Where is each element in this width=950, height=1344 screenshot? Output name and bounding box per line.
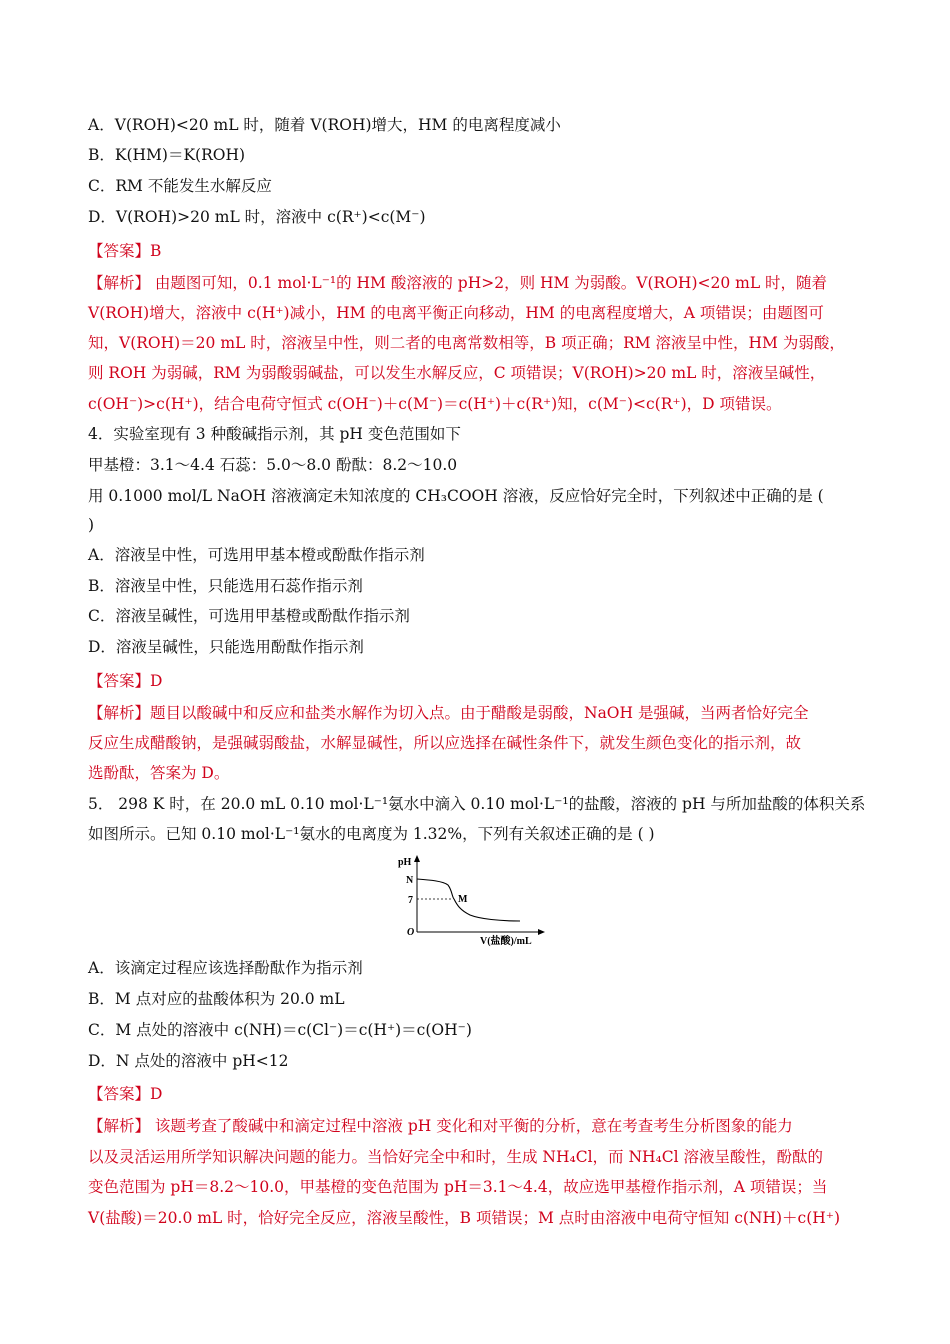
q3-answer: 【答案】B <box>88 242 162 260</box>
q3-analysis-line-5: c(OH⁻)>c(H⁺)，结合电荷守恒式 c(OH⁻)＋c(M⁻)＝c(H⁺)＋c(R⁺)知，c(M⁻)<c(R⁺)，D 项错误。 <box>88 395 782 413</box>
titration-curve-figure <box>370 852 560 952</box>
q5-analysis-line-3: 变色范围为 pH＝8.2～10.0，甲基橙的变色范围为 pH＝3.1～4.4，故应选甲基橙作指示剂，A 项错误；当 <box>88 1178 828 1196</box>
titration-curve <box>417 879 520 921</box>
q5-option-b: B．M 点对应的盐酸体积为 20.0 mL <box>88 990 345 1008</box>
q4-analysis-line-2: 反应生成醋酸钠，是强碱弱酸盐，水解显碱性，所以应选择在碱性条件下，就发生颜色变化的指示剂，故 <box>88 734 802 752</box>
q4-stem-2: 用 0.1000 mol/L NaOH 溶液滴定未知浓度的 CH₃COOH 溶液，反应恰好完全时，下列叙述中正确的是 ( <box>88 487 824 505</box>
q4-option-b: B．溶液呈中性，只能选用石蕊作指示剂 <box>88 577 363 595</box>
q3-analysis-line-2: V(ROH)增大，溶液中 c(H⁺)减小，HM 的电离平衡正向移动，HM 的电离程度增大，A 项错误；由题图可 <box>88 304 824 322</box>
q3-option-c: C．RM 不能发生水解反应 <box>88 177 272 195</box>
x-axis-label: V(盐酸)/mL <box>480 936 532 947</box>
q3-option-a: A．V(ROH)<20 mL 时，随着 V(ROH)增大，HM 的电离程度减小 <box>88 116 561 134</box>
q3-analysis-line-4: 则 ROH 为弱碱，RM 为弱酸弱碱盐，可以发生水解反应，C 项错误；V(ROH)>20 mL 时，溶液呈碱性， <box>88 364 826 382</box>
y-axis-label: pH <box>398 857 412 868</box>
q4-answer: 【答案】D <box>88 672 163 690</box>
q5-stem-line-1: 5． 298 K 时，在 20.0 mL 0.10 mol·L⁻¹氨水中滴入 0.10 mol·L⁻¹的盐酸，溶液的 pH 与所加盐酸的体积关系 <box>88 795 866 813</box>
q4-analysis-line-1: 【解析】题目以酸碱中和反应和盐类水解作为切入点。由于醋酸是弱酸，NaOH 是强碱，当两者恰好完全 <box>88 704 809 722</box>
q5-analysis-line-2: 以及灵活运用所学知识解决问题的能力。当恰好完全中和时，生成 NH₄Cl，而 NH₄Cl 溶液呈酸性，酚酞的 <box>88 1148 824 1166</box>
q5-option-a: A．该滴定过程应该选择酚酞作为指示剂 <box>88 959 363 977</box>
q4-stem-3: ) <box>88 516 95 534</box>
q4-analysis-line-3: 选酚酞，答案为 D。 <box>88 764 230 782</box>
tick-label-7: 7 <box>408 895 413 906</box>
q4-option-c: C．溶液呈碱性，可选用甲基橙或酚酞作指示剂 <box>88 607 410 625</box>
q5-stem-line-2: 如图所示。已知 0.10 mol·L⁻¹氨水的电离度为 1.32%，下列有关叙述正确的是 ( ) <box>88 825 655 843</box>
q4-option-a: A．溶液呈中性，可选用甲基本橙或酚酞作指示剂 <box>88 546 425 564</box>
y-axis-arrow <box>414 855 420 862</box>
q5-option-c: C．M 点处的溶液中 c(NH)＝c(Cl⁻)＝c(H⁺)＝c(OH⁻) <box>88 1021 472 1039</box>
q3-analysis-line-3: 知，V(ROH)＝20 mL 时，溶液呈中性，则二者的电离常数相等，B 项正确；RM 溶液呈中性，HM 为弱酸， <box>88 334 845 352</box>
q4-indicator-ranges: 甲基橙：3.1～4.4 石蕊：5.0～8.0 酚酞：8.2～10.0 <box>88 456 458 474</box>
x-axis-arrow <box>538 929 545 935</box>
point-M-label: M <box>458 894 468 905</box>
q5-analysis-line-4: V(盐酸)＝20.0 mL 时，恰好完全反应，溶液呈酸性，B 项错误；M 点时由溶液中电荷守恒知 c(NH)＋c(H⁺) <box>88 1209 841 1227</box>
q5-answer: 【答案】D <box>88 1085 163 1103</box>
origin-label: O <box>407 927 415 938</box>
q4-stem: 4．实验室现有 3 种酸碱指示剂，其 pH 变色范围如下 <box>88 425 461 443</box>
q4-option-d: D．溶液呈碱性，只能选用酚酞作指示剂 <box>88 638 364 656</box>
q5-analysis-line-1: 【解析】 该题考查了酸碱中和滴定过程中溶液 pH 变化和对平衡的分析，意在考查考生分析图象的能力 <box>88 1117 793 1135</box>
q5-option-d: D．N 点处的溶液中 pH<12 <box>88 1052 289 1070</box>
tick-label-N: N <box>406 875 414 886</box>
q3-option-b: B．K(HM)＝K(ROH) <box>88 146 246 164</box>
q3-option-d: D．V(ROH)>20 mL 时，溶液中 c(R⁺)<c(M⁻) <box>88 208 426 226</box>
q3-analysis-line-1: 【解析】 由题图可知，0.1 mol·L⁻¹的 HM 酸溶液的 pH>2，则 HM 为弱酸。V(ROH)<20 mL 时，随着 <box>88 274 828 292</box>
